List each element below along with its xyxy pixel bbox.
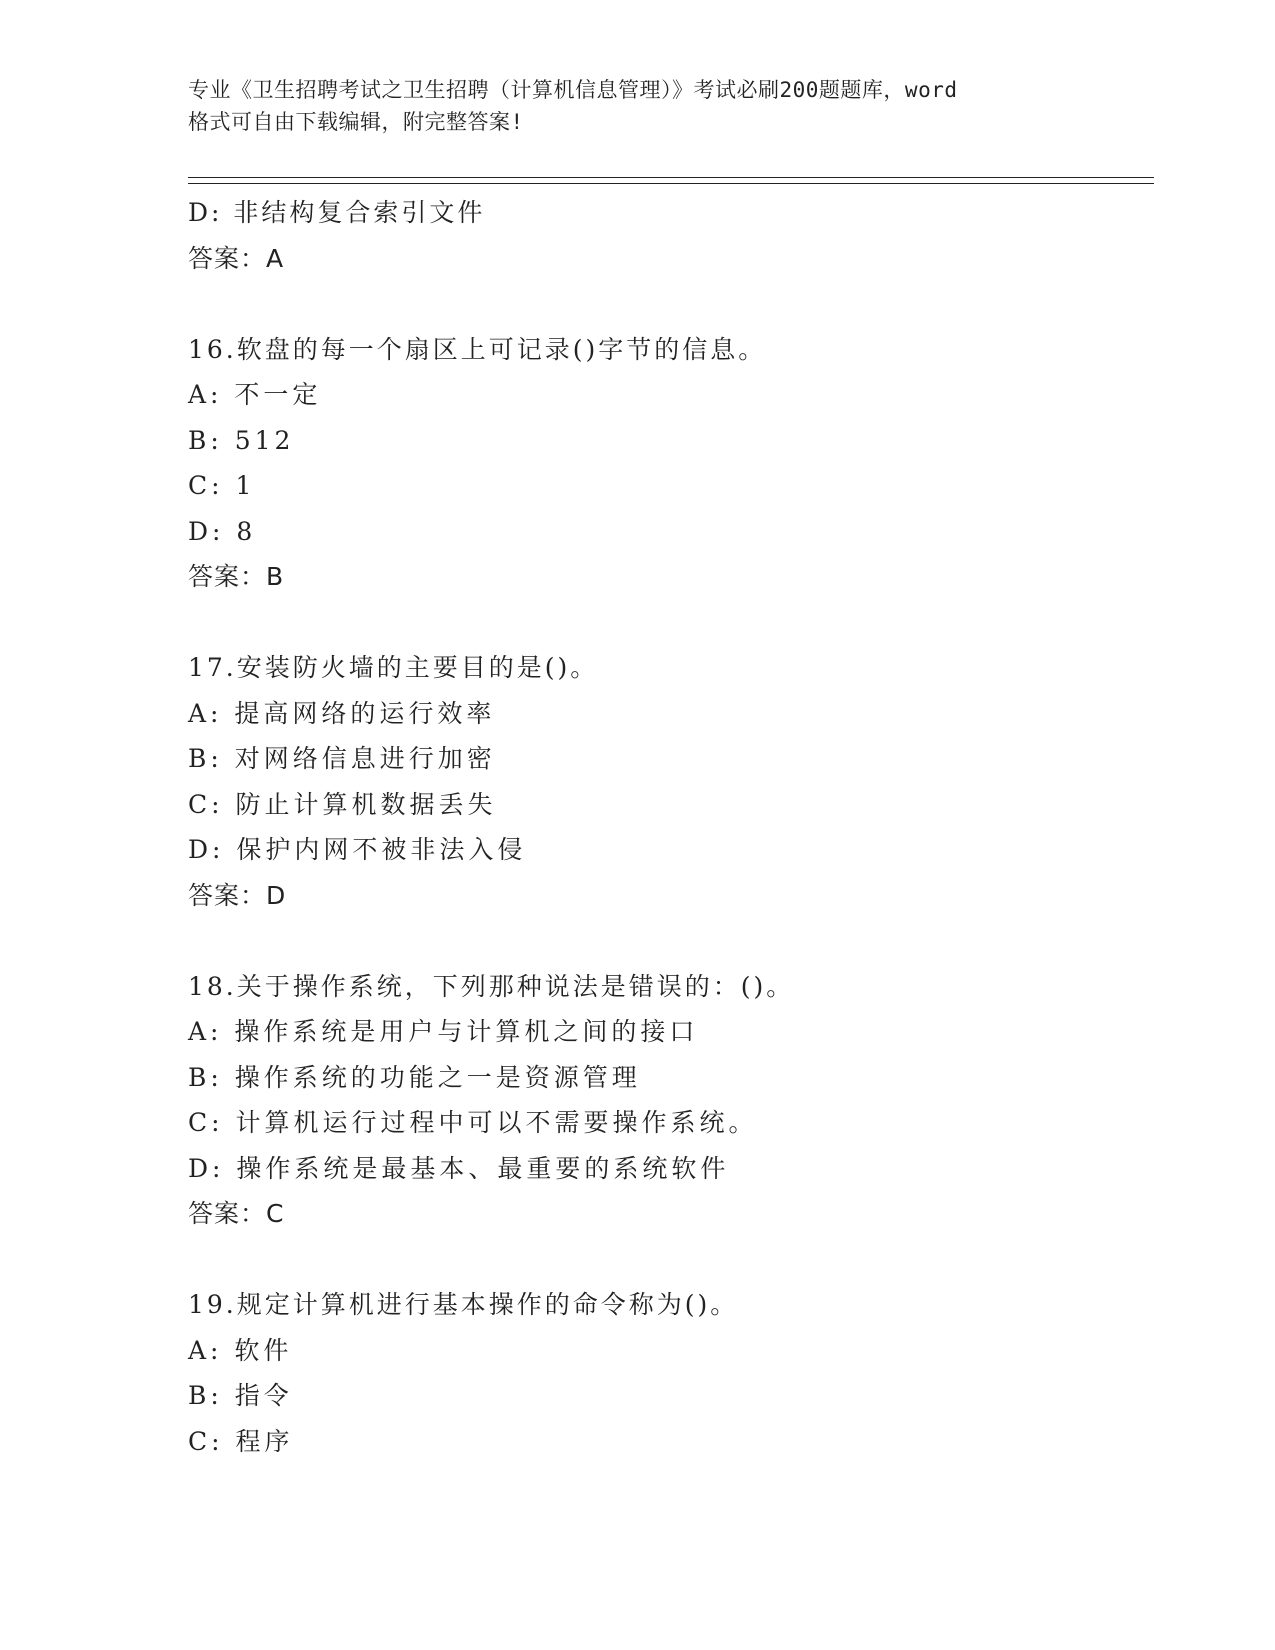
question-option: A: 软件 (188, 1335, 293, 1365)
header-title-line-1: 专业《卫生招聘考试之卫生招聘（计算机信息管理）》考试必刷200题题库，word (188, 78, 958, 102)
spacer (188, 918, 1154, 964)
header-divider-bottom (188, 183, 1154, 184)
question-option: B: 对网络信息进行加密 (188, 744, 496, 773)
header-divider-top (188, 177, 1154, 178)
question-answer: 答案：A (188, 243, 285, 273)
question-option: C: 计算机运行过程中可以不需要操作系统。 (188, 1108, 758, 1137)
spacer (188, 281, 1154, 327)
question-19 (188, 1282, 1154, 1464)
question-option: D: 保护内网不被非法入侵 (188, 835, 527, 864)
question-stem: 18.关于操作系统，下列那种说法是错误的：()。 (188, 971, 795, 1001)
question-option: D: 非结构复合索引文件 (188, 198, 486, 227)
question-answer: 答案：C (188, 1199, 285, 1228)
question-stem: 17.安装防火墙的主要目的是()。 (188, 653, 599, 682)
question-18 (188, 964, 1154, 1237)
question-list (188, 190, 1154, 1464)
header-title-line-2: 格式可自由下载编辑，附完整答案! (188, 110, 524, 134)
question-17 (188, 645, 1154, 918)
question-option: A: 提高网络的运行效率 (188, 698, 496, 728)
document-header (188, 74, 1088, 138)
question-option: B: 操作系统的功能之一是资源管理 (188, 1062, 641, 1092)
question-15-fragment (188, 190, 1154, 281)
question-stem: 16.软盘的每一个扇区上可记录()字节的信息。 (188, 334, 767, 364)
spacer (188, 600, 1154, 646)
question-stem: 19.规定计算机进行基本操作的命令称为()。 (188, 1290, 739, 1319)
question-answer: 答案：B (188, 562, 285, 591)
question-option: C: 防止计算机数据丢失 (188, 789, 497, 819)
question-16 (188, 327, 1154, 600)
spacer (188, 1237, 1154, 1283)
question-option: B: 512 (188, 425, 295, 455)
question-option: B: 指令 (188, 1381, 293, 1410)
question-option: C: 1 (188, 471, 256, 500)
question-option: A: 操作系统是用户与计算机之间的接口 (188, 1017, 699, 1046)
question-option: D: 操作系统是最基本、最重要的系统软件 (188, 1153, 730, 1183)
question-answer: 答案：D (188, 880, 287, 910)
question-option: A: 不一定 (188, 380, 322, 409)
question-option: C: 程序 (188, 1426, 294, 1456)
question-option: D: 8 (188, 516, 257, 546)
